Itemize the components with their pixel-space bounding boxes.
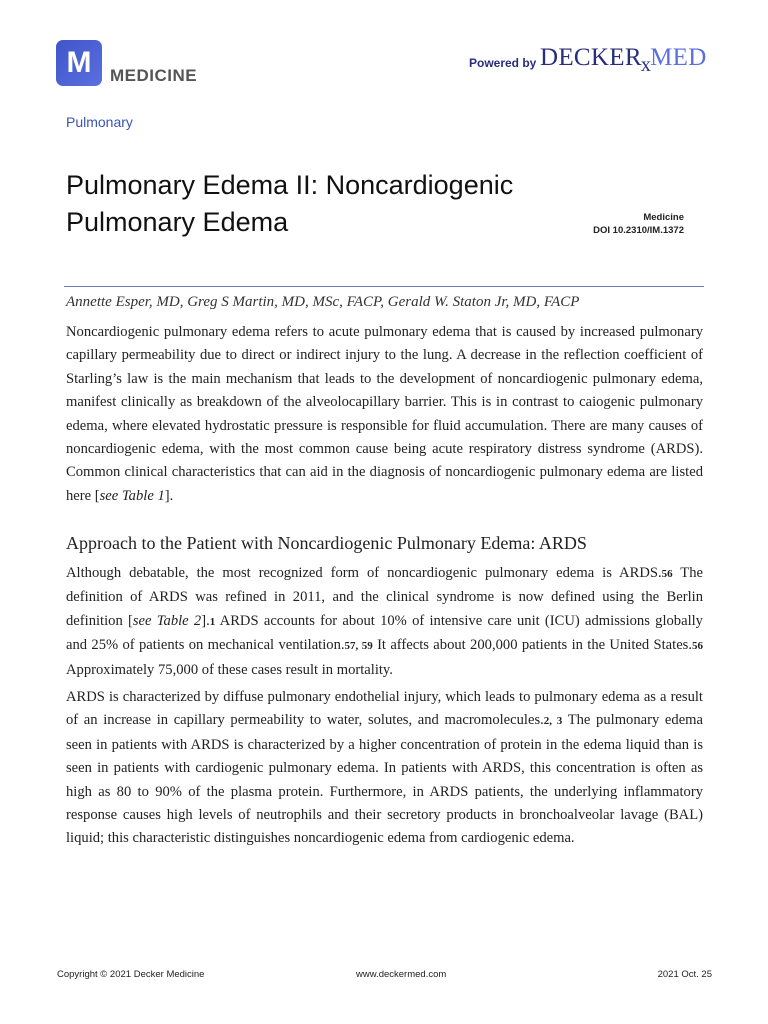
- title-line-2: Pulmonary Edema: [66, 207, 289, 237]
- para3-text: ARDS is characterized by diffuse pulmonary endothelial injury, which leads to pulmonary edema as a result of an increase in capillary permeability to water, solutes, and macromolecules.: [66, 689, 703, 729]
- title-line-1: Pulmonary Edema II: Noncardiogenic: [66, 170, 514, 200]
- logo-letter: M: [66, 46, 92, 79]
- footer-url[interactable]: www.deckermed.com: [356, 969, 447, 980]
- authors: Annette Esper, MD, Greg S Martin, MD, MSc, FACP, Gerald W. Staton Jr, MD, FACP: [66, 294, 580, 310]
- table-1-link[interactable]: see Table 1: [99, 487, 165, 504]
- citation-ref[interactable]: 56: [661, 568, 673, 580]
- publisher-name-part1: DECKER: [540, 44, 642, 71]
- footer-copyright: Copyright © 2021 Decker Medicine: [57, 969, 205, 980]
- ards-paragraph-1: [66, 562, 703, 682]
- table-2-link[interactable]: see Table 2: [132, 612, 202, 629]
- citation-ref[interactable]: 57, 59: [344, 640, 373, 653]
- publisher-rx: x: [640, 54, 652, 76]
- abstract-text: Noncardiogenic pulmonary edema refers to acute pulmonary edema that is caused by increased pulmonary capillary permeability due to direct or indirect injury to the lung. A decrease in the reflection coefficient of Starling’s law is the main mechanism that leads to the development of noncardiogenic pulmonary edema, manifest clinically as breakdown of the alveolocapillary barrier. This is in contrast to caiogenic pulmonary edema, where elevated hydrostatic pressure is responsible for fluid accumulation. There are many causes of noncardiogenic edema, with the most common cause being acute respiratory distress syndrome (ARDS). Common clinical characteristics that can aid in the diagnosis of noncardiogenic pulmonary edema are listed here [: [66, 324, 703, 504]
- publisher-name-part2: MED: [650, 44, 707, 71]
- para3-text: The pulmonary edema seen in patients with ARDS is characterized by a higher concentration of protein in the edema liquid than is seen in patients with cardiogenic pulmonary edema. In patients with ARDS, this concentration is often as high as 80 to 90% of the plasma protein. Furthermore, in ARDS patients, the underlying inflammatory response causes high levels of neutrophils and their secretory products in bronchoalveolar lavage (BAL) liquid; this characteristic distinguishes noncardiogenic edema from cardiogenic edema.: [66, 712, 704, 847]
- deckermed-logo: [540, 44, 707, 77]
- section-heading: Approach to the Patient with Noncardiogenic Pulmonary Edema: ARDS: [66, 533, 587, 553]
- citation-ref[interactable]: 56: [692, 640, 703, 653]
- para2-text: Although debatable, the most recognized form of noncardiogenic pulmonary edema is ARDS.: [66, 565, 662, 581]
- title-divider: [64, 286, 704, 287]
- abstract-paragraph: [66, 321, 703, 508]
- article-meta: [593, 211, 684, 237]
- para2-text: Approximately 75,000 of these cases result in mortality.: [66, 661, 393, 678]
- citation-ref[interactable]: 2, 3: [543, 715, 563, 728]
- citation-ref[interactable]: 1: [209, 615, 216, 628]
- powered-by-label: Powered by: [469, 56, 537, 70]
- footer-date: 2021 Oct. 25: [657, 969, 712, 980]
- doi: DOI 10.2310/IM.1372: [593, 225, 684, 236]
- article-title: [66, 167, 586, 241]
- para2-text: ].: [201, 612, 210, 629]
- abstract-end: ].: [164, 487, 174, 504]
- journal-name: Medicine: [643, 212, 684, 223]
- para2-text: The definition of ARDS was refined in 2011, and the clinical syndrome is now defined using the Berlin definition [: [66, 565, 703, 629]
- ards-paragraph-2: [66, 686, 703, 851]
- para2-text: ARDS accounts for about 10% of intensive care unit (ICU) admissions globally and 25% of patients on mechanical ventilation.: [66, 612, 703, 654]
- section-label[interactable]: Pulmonary: [66, 114, 133, 130]
- medicine-logo-icon: [56, 40, 102, 86]
- logo-text: MEDICINE: [110, 66, 198, 85]
- para2-text: It affects about 200,000 patients in the United States.: [372, 637, 692, 654]
